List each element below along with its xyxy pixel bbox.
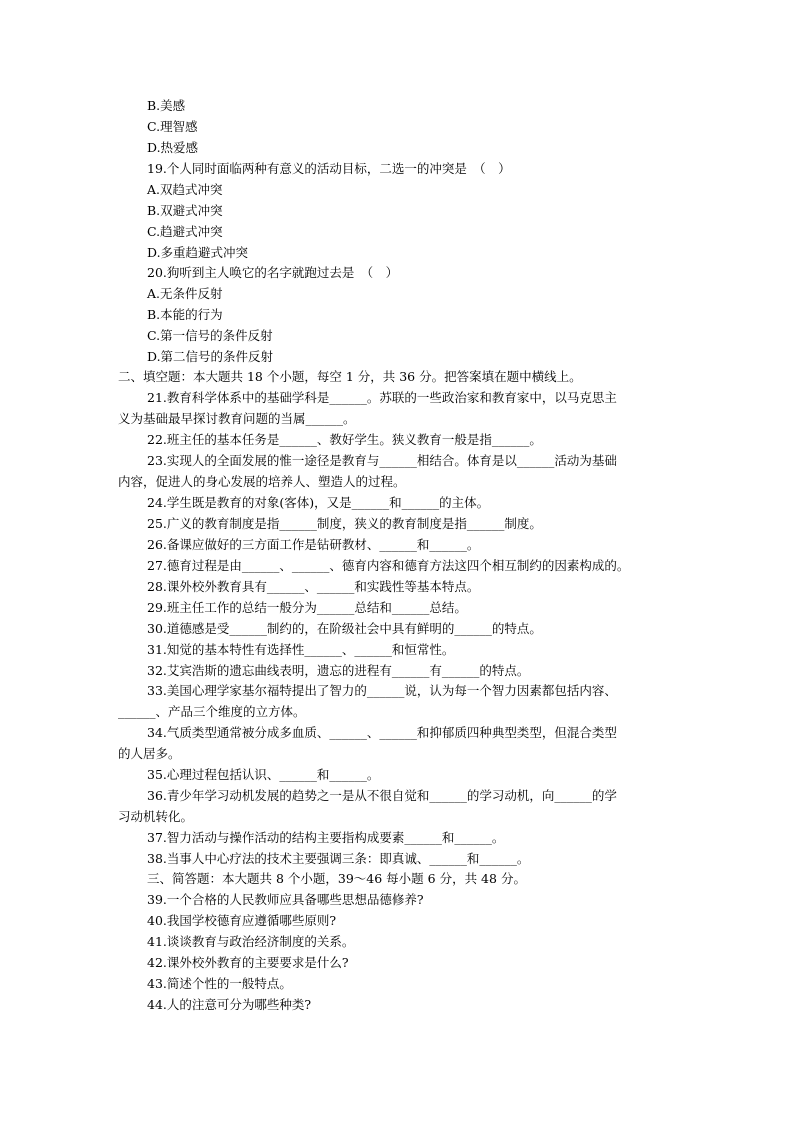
q23-line1: 23.实现人的全面发展的惟一途径是教育与______相结合。体育是以______活动为基础 <box>147 453 617 468</box>
q32: 32.艾宾浩斯的遗忘曲线表明，遗忘的进程有______有______的特点。 <box>147 663 530 678</box>
q33-line1: 33.美国心理学家基尔福特提出了智力的______说，认为每一个智力因素都包括内容、 <box>147 683 617 698</box>
q24: 24.学生既是教育的对象(客体)，又是______和______的主体。 <box>147 495 490 510</box>
q40: 40.我国学校德育应遵循哪些原则? <box>147 913 337 928</box>
q19-question: 19.个人同时面临两种有意义的活动目标，二选一的冲突是 （ ） <box>147 161 511 176</box>
q19-option-b: B.双避式冲突 <box>147 203 223 218</box>
q20-question: 20.狗听到主人唤它的名字就跑过去是 （ ） <box>147 265 399 280</box>
q21-line1: 21.教育科学体系中的基础学科是______。苏联的一些政治家和教育家中，以马克思主 <box>147 390 617 405</box>
q20-option-c: C.第一信号的条件反射 <box>147 328 273 343</box>
q39: 39.一个合格的人民教师应具备哪些思想品德修养? <box>147 892 424 907</box>
q23-line2: 内容，促进人的身心发展的培养人、塑造人的过程。 <box>118 474 406 489</box>
q19-option-d: D.多重趋避式冲突 <box>147 245 249 260</box>
q35: 35.心理过程包括认识、______和______。 <box>147 767 380 782</box>
q21-line2: 义为基础最早探讨教育问题的当属______。 <box>118 411 356 426</box>
q27: 27.德育过程是由______、______、德育内容和德育方法这四个相互制约的因素构成的。 <box>147 558 630 573</box>
q18-option-d: D.热爱感 <box>147 140 199 155</box>
q22: 22.班主任的基本任务是______、教好学生。狭义教育一般是指______。 <box>147 432 542 447</box>
q42: 42.课外校外教育的主要要求是什么? <box>147 955 349 970</box>
q36-line1: 36.青少年学习动机发展的趋势之一是从不很自觉和______的学习动机，向______的学 <box>147 788 617 803</box>
q38: 38.当事人中心疗法的技术主要强调三条：即真诚、______和______。 <box>147 851 530 866</box>
q20-option-b: B.本能的行为 <box>147 307 223 322</box>
q36-line2: 习动机转化。 <box>118 809 194 824</box>
q20-option-d: D.第二信号的条件反射 <box>147 349 274 364</box>
q19-option-c: C.趋避式冲突 <box>147 224 223 239</box>
q31: 31.知觉的基本特性有选择性______、______和恒常性。 <box>147 642 455 657</box>
q26: 26.备课应做好的三方面工作是钻研教材、______和______。 <box>147 537 480 552</box>
q33-line2: ______、产品三个维度的立方体。 <box>118 704 306 719</box>
section3-heading: 三、简答题：本大题共 8 个小题，39～46 每小题 6 分，共 48 分。 <box>147 871 526 886</box>
q18-option-c: C.理智感 <box>147 119 198 134</box>
q41: 41.谈谈教育与政治经济制度的关系。 <box>147 934 355 949</box>
q43: 43.简述个性的一般特点。 <box>147 976 292 991</box>
q37: 37.智力活动与操作活动的结构主要指构成要素______和______。 <box>147 830 505 845</box>
q25: 25.广义的教育制度是指______制度，狭义的教育制度是指______制度。 <box>147 516 542 531</box>
q44: 44.人的注意可分为哪些种类? <box>147 997 312 1012</box>
q34-line1: 34.气质类型通常被分成多血质、______、______和抑郁质四种典型类型，但混合类型 <box>147 725 617 740</box>
section2-heading: 二、填空题：本大题共 18 个小题，每空 1 分，共 36 分。把答案填在题中横线上。 <box>118 369 582 384</box>
q29: 29.班主任工作的总结一般分为______总结和______总结。 <box>147 600 467 615</box>
q18-option-b: B.美感 <box>147 98 186 113</box>
q30: 30.道德感是受______制约的，在阶级社会中具有鲜明的______的特点。 <box>147 621 542 636</box>
q28: 28.课外校外教育具有______、______和实践性等基本特点。 <box>147 579 480 594</box>
q34-line2: 的人居多。 <box>118 746 181 761</box>
q20-option-a: A.无条件反射 <box>147 286 223 301</box>
q19-option-a: A.双趋式冲突 <box>147 182 223 197</box>
